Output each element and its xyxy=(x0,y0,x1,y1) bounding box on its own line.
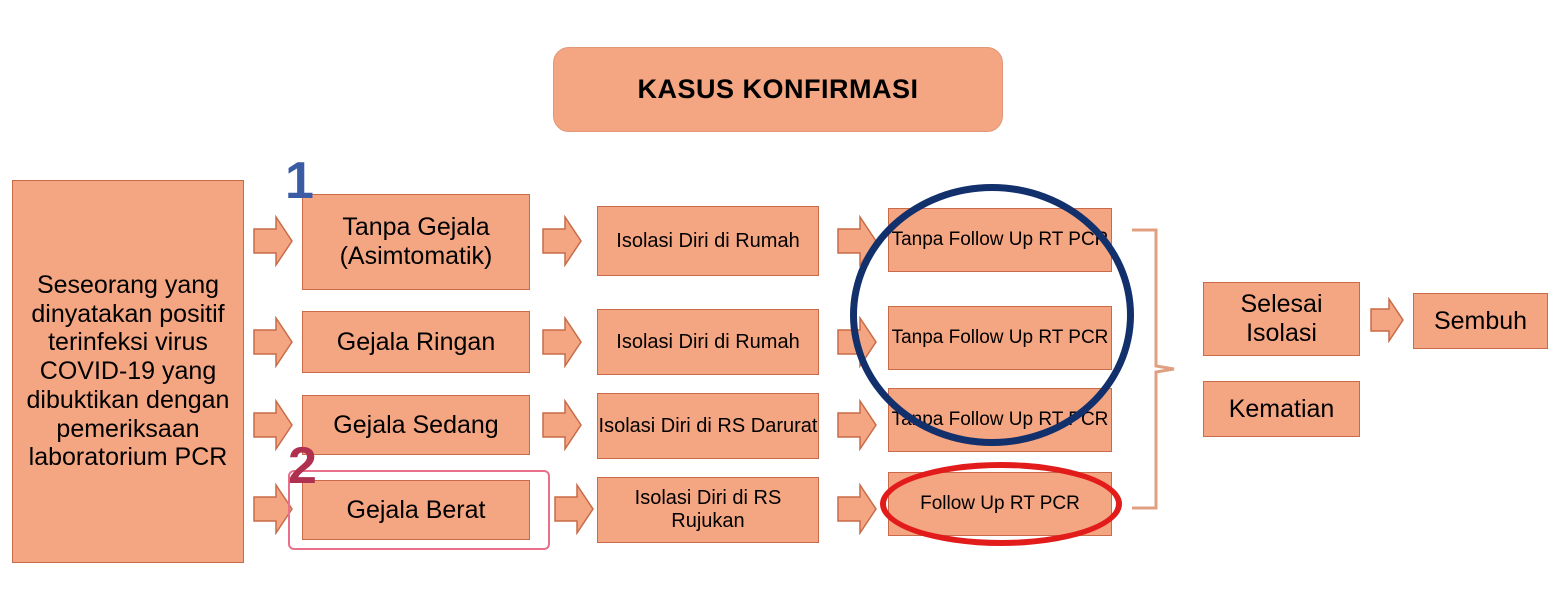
outcome-box-sembuh xyxy=(1413,293,1548,349)
isolation-label-1: Isolasi Diri di Rumah xyxy=(616,229,800,252)
marker-1 xyxy=(285,152,314,210)
stage-label-4: Gejala Berat xyxy=(346,495,486,524)
source-definition-text: Seseorang yang dinyatakan positif terinfeksi virus COVID-19 yang dibuktikan dengan pemeriksaan laboratorium PCR xyxy=(26,270,230,472)
stage-label-3: Gejala Sedang xyxy=(333,410,499,439)
followup-label-1: Tanpa Follow Up RT PCR xyxy=(891,229,1109,251)
marker-2-label: 2 xyxy=(288,437,317,495)
stage-box-2 xyxy=(302,311,530,373)
arrow-stage-to-isolation-3 xyxy=(541,399,583,451)
outcome-label-selesai-isolasi: Selesai Isolasi xyxy=(1240,290,1323,347)
arrow-stage-to-isolation-1 xyxy=(541,215,583,267)
isolation-box-1 xyxy=(597,206,819,276)
arrow-source-to-stage-1 xyxy=(252,215,294,267)
highlight-ellipse-followup xyxy=(880,462,1122,546)
outcome-box-kematian xyxy=(1203,381,1360,437)
isolation-box-3 xyxy=(597,393,819,459)
followup-label-4: Follow Up RT PCR xyxy=(920,493,1080,515)
source-definition-box xyxy=(12,180,244,563)
stage-label-1: Tanpa Gejala (Asimtomatik) xyxy=(339,213,493,270)
isolation-box-4 xyxy=(597,477,819,543)
diagram-title: KASUS KONFIRMASI xyxy=(637,73,919,104)
isolation-label-4: Isolasi Diri di RS Rujukan xyxy=(634,487,782,532)
brace-connector xyxy=(1130,228,1182,510)
arrow-stage-to-isolation-4 xyxy=(553,483,595,535)
marker-2 xyxy=(288,437,317,495)
arrow-stage-to-isolation-2 xyxy=(541,316,583,368)
isolation-label-2: Isolasi Diri di Rumah xyxy=(616,330,800,353)
arrow-source-to-stage-2 xyxy=(252,316,294,368)
stage-label-2: Gejala Ringan xyxy=(336,327,496,356)
outcome-label-sembuh: Sembuh xyxy=(1433,306,1528,335)
highlight-rect-gejala-berat xyxy=(288,470,550,550)
arrow-selesai-to-sembuh xyxy=(1369,297,1405,343)
followup-label-3: Tanpa Follow Up RT PCR xyxy=(891,409,1109,431)
arrow-isolation-to-followup-3 xyxy=(836,399,878,451)
highlight-ellipse-tanpa-followup xyxy=(850,184,1134,446)
outcome-label-kematian: Kematian xyxy=(1228,394,1335,423)
arrow-isolation-to-followup-4 xyxy=(836,483,878,535)
diagram-title-box xyxy=(553,47,1003,132)
isolation-label-3: Isolasi Diri di RS Darurat xyxy=(598,414,818,437)
followup-label-2: Tanpa Follow Up RT PCR xyxy=(891,327,1109,349)
isolation-box-2 xyxy=(597,309,819,375)
outcome-box-selesai-isolasi xyxy=(1203,282,1360,356)
marker-1-label: 1 xyxy=(285,152,314,210)
stage-box-3 xyxy=(302,395,530,455)
stage-box-1 xyxy=(302,194,530,290)
